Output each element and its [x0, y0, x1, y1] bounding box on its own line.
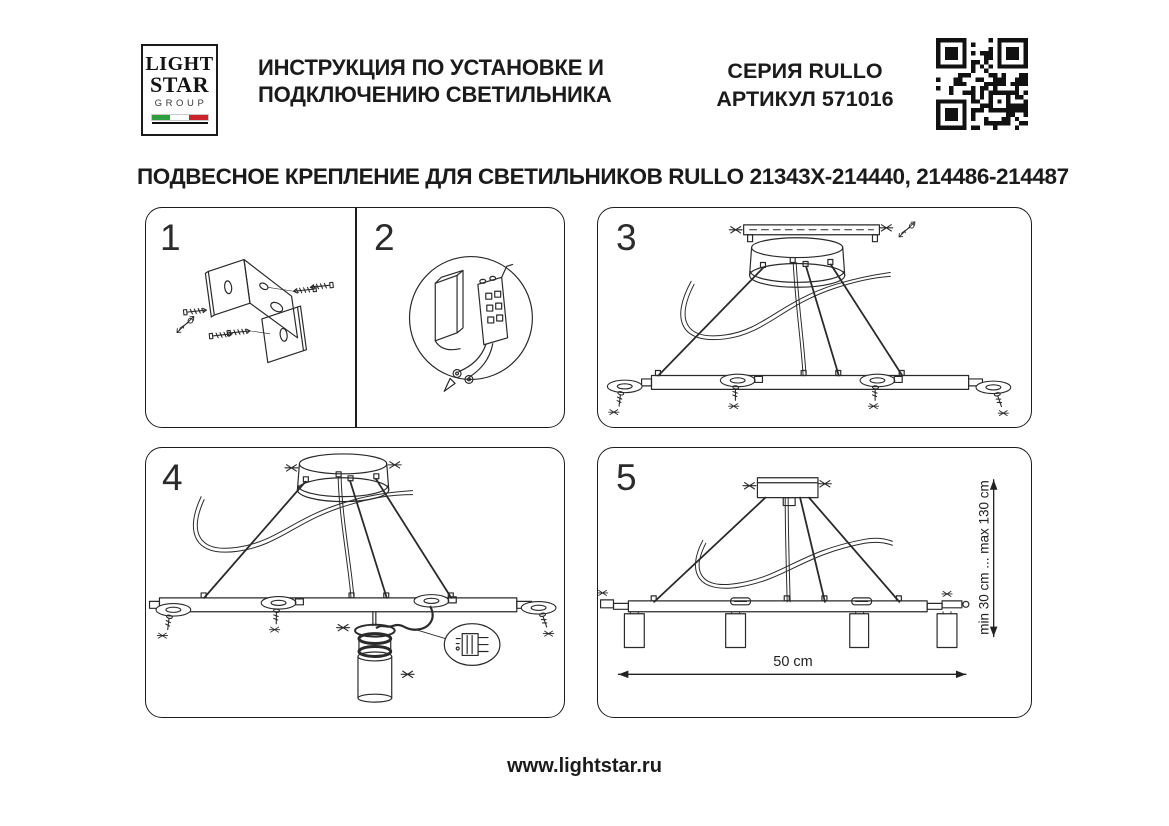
lightstar-logo — [141, 44, 218, 136]
step-number-1: 1 — [160, 217, 181, 258]
final-assembly-diagram — [598, 448, 1031, 717]
height-dimension-label: min 30 cm ... max 130 cm — [976, 480, 992, 635]
website-url: www.lightstar.ru — [507, 755, 662, 777]
logo-line3: GROUP — [154, 98, 208, 109]
step-panel-5 — [597, 447, 1032, 718]
step-number-2: 2 — [374, 217, 395, 258]
step-panel-3 — [597, 207, 1032, 428]
width-dimension-label: 50 cm — [773, 654, 813, 670]
qr-code-icon — [936, 38, 1028, 130]
article-label: АРТИКУЛ 571016 — [716, 87, 894, 111]
step-number-4: 4 — [162, 457, 183, 498]
shade-attachment-diagram — [146, 448, 564, 717]
logo-line1: LIGHT — [145, 53, 214, 75]
step-number-3: 3 — [616, 217, 637, 258]
series-block — [655, 57, 955, 113]
italian-flag-icon — [151, 114, 209, 121]
suspension-mounting-diagram — [598, 208, 1031, 427]
bracket-and-wiring-diagram — [146, 208, 564, 427]
flag-underline — [152, 122, 208, 124]
step-panel-4 — [145, 447, 565, 718]
step-number-5: 5 — [616, 457, 637, 498]
logo-line2: STAR — [149, 72, 210, 97]
title-line1: ИНСТРУКЦИЯ ПО УСТАНОВКЕ И — [258, 55, 604, 80]
step-panel-1-2 — [145, 207, 565, 428]
subtitle: ПОДВЕСНОЕ КРЕПЛЕНИЕ ДЛЯ СВЕТИЛЬНИКОВ RULLO 21343X-214440, 214486-214487 — [137, 164, 1069, 189]
series-label: СЕРИЯ RULLO — [727, 59, 883, 83]
page-title — [258, 55, 612, 108]
title-line2: ПОДКЛЮЧЕНИЮ СВЕТИЛЬНИКА — [258, 81, 612, 107]
